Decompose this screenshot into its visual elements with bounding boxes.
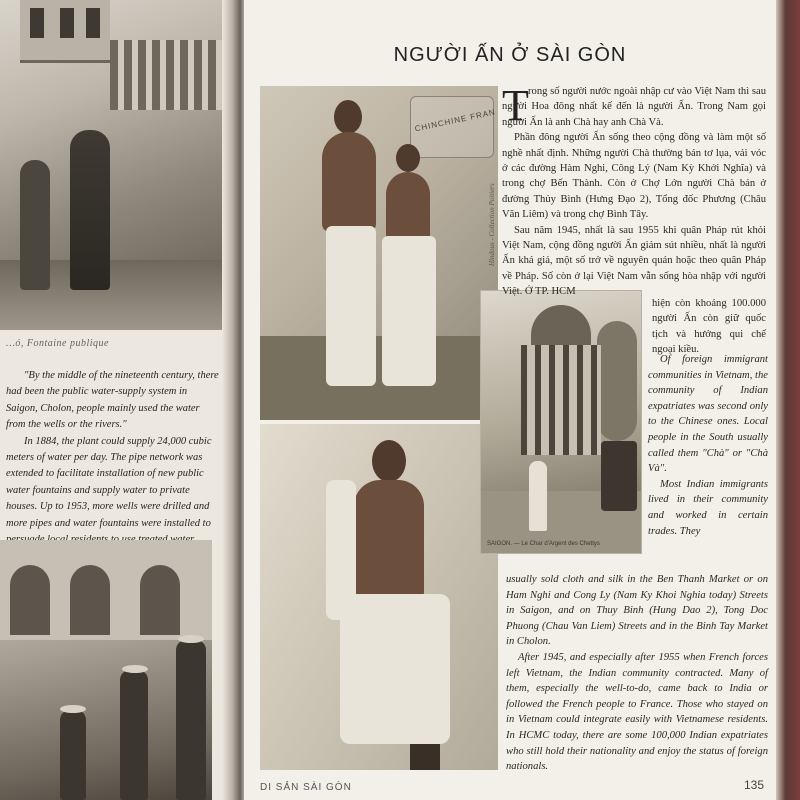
chariot-tower [521,345,601,455]
left-paragraph: In 1884, the plant could supply 24,000 cubic meters of water per day. The pipe network was extended to facilitate installation of new public water fountains and supply water to private houses. Up to 1953, more wells were drilled and more pipes and water fountains were installed to [6,435,212,529]
person-head [372,440,406,482]
person-body [322,132,376,232]
photo-arch [70,565,110,635]
vietnamese-paragraph: rong số người nước ngoài nhập cư vào Việt Nam thì sau người Hoa đông nhất kế đến là người Ấn. Trong Nam gọi người Ấn là anh Chà hay anh Chà Và. [502,86,766,128]
chariot-dome [531,305,591,345]
photo-window [60,8,74,38]
page-title: NGƯỜI ẤN Ở SÀI GÒN [393,44,627,66]
book-edge [776,0,800,800]
right-page [244,0,776,800]
photo-window [86,8,100,38]
person-dhoti [382,236,436,386]
photo-seated-indian-man [260,424,498,770]
postmark-text: CHINCHINE FRAN [413,107,497,134]
english-text-narrow [648,352,768,539]
person-head [396,144,420,172]
photo-arch [140,565,180,635]
person-head [334,100,362,134]
photo-person [60,710,86,800]
photo-building [20,0,110,63]
photo-figure [20,160,50,290]
left-photo-caption: …ó, Fontaine publique [6,338,109,349]
vietnamese-text [502,81,766,300]
left-english-text [6,368,220,548]
photo-hat [178,635,204,643]
photo-tree [597,321,637,441]
person-body [386,172,430,242]
photo-vertical-caption: Hindous - Collection Poitiers [488,183,496,266]
photo-hat [60,705,86,713]
photo-window [30,8,44,38]
photo-arch [10,565,50,635]
person-dhoti [326,226,376,386]
vietnamese-continuation: hiện còn khoảng 100.000 người Ấn còn giữ quốc tịch và hưởng qui chế ngoại kiều. [652,298,766,356]
photo-awning [110,40,222,110]
photo-caption: SAIGON. — Le Char d'Argent des Chettys [487,541,600,547]
english-text-wide [506,572,768,775]
vietnamese-paragraph: Sau năm 1945, nhất là sau 1955 khi quân Pháp rút khỏi Việt Nam, cộng đồng người Ấn giảm sút nhiều, nhất là người Ấn khá giả, một số trở về nguyên quán hoặc theo quân Pháp về Pháp. Số còn ở lại Việt Nam vẫn sống hòa nhập với người Việt. Ở TP. HCM [502,224,766,298]
running-footer-title: DI SẢN SÀI GÒN [260,782,352,793]
vietnamese-paragraph: Phần đông người Ấn sống theo cộng đồng và làm một số nghề nhất định. Những người Chà thường bán tơ lụa, vải vóc ở các đường Hàm Nghi, Công Lý (Nam Kỳ Khởi Nghĩa) và trong chợ Bến Thành. Còn ở Chợ Lớn người Chà bán ở đường Thủy Bình (Hưng Đạo 2), Tổng đốc Phương (Châu Văn Liêm) và trong chợ Bình Tây. [502,132,766,221]
english-paragraph: usually sold cloth and silk in the Ben Thanh Market or on Ham Nghi and Cong Ly (Nam Ky Khoi Nghia today) Streets in Saigon, and on Thuy Binh (Hung Dao 2), Tong Doc Phuong (Chau Van Liem) Streets and in the Binh Tay Market in Cholon. [506,574,768,648]
photo-floor [260,336,498,420]
photo-person [176,640,206,800]
photo-figure [70,130,110,290]
left-paragraph: "By the middle of the nineteenth century, there had been the public water-supply system in Saigon, Cholon, people mainly used the water from the wells or the rivers." [6,370,219,431]
english-paragraph: Of foreign immigrant communities in Vietnam, the community of Indian expatriates was second only to the Chinese ones. Local people in the South usually called them "Chà" or "Chà Và". [648,354,768,475]
photo-person [120,670,148,800]
english-paragraph: Most Indian immigrants lived in their community and worked in certain trades. They [648,478,768,537]
photo-silver-chariot [480,290,642,554]
left-page [0,0,236,800]
drop-cap: T [502,81,529,130]
photo-hat [122,665,148,673]
person-dhoti [340,594,450,744]
photo-person [529,461,547,531]
photo-wall [0,540,212,640]
english-paragraph: After 1945, and especially after 1955 when French forces left Vietnam, the Indian community contracted. Many of them, especially the well-to-do, came back to India or followed the French people to France. Those who stayed on in Vietnam could integrate easily with Vietnamese residents. In HCMC today, there are some 100,000 Indian expatriates who still hold their nationality and enjoy the status of foreign nationals. [506,651,768,773]
left-bottom-photo [0,540,212,800]
person-body [354,480,424,600]
photo-two-indian-men [260,86,498,420]
left-top-photo [0,0,222,330]
photo-cart [601,441,637,511]
page-number: 135 [744,778,765,792]
